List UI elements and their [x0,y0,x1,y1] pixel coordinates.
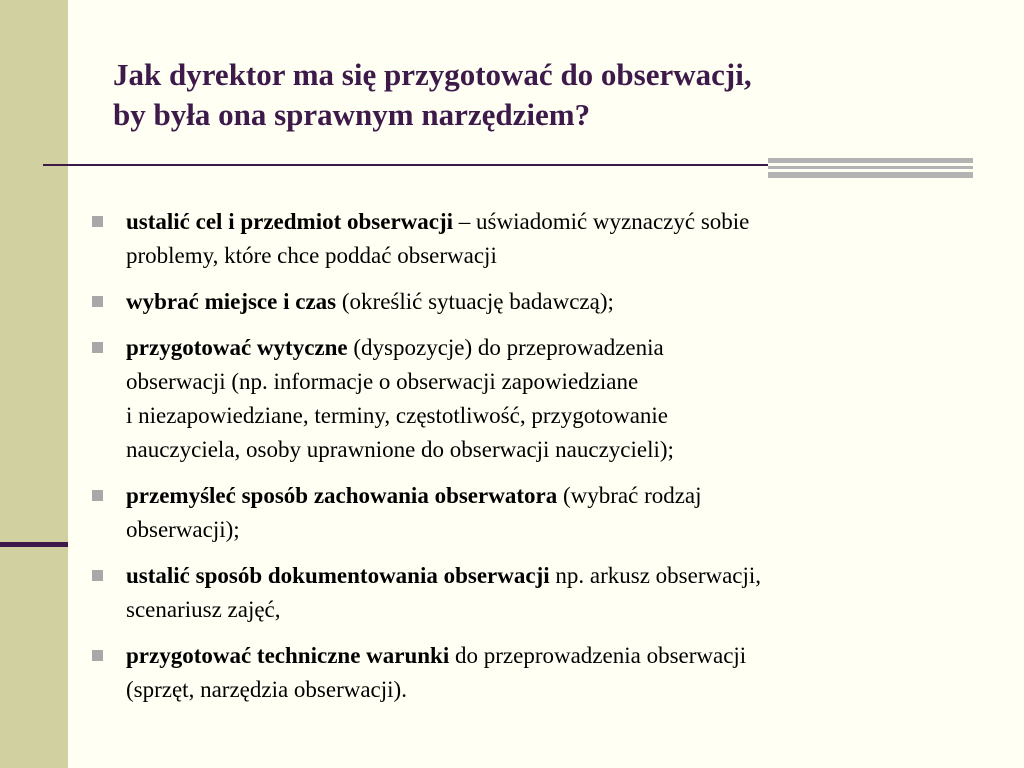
bullet-text: do przeprowadzenia obserwacji [449,643,747,668]
bullet-item [86,479,1006,547]
square-bullet-icon [92,490,103,501]
bullet-keyphrase: przygotować wytyczne [126,335,348,360]
deco-bar [768,172,973,178]
bullet-continuation-line: obserwacji (np. informacje o obserwacji zapowiedziane [126,369,639,394]
bullet-text: np. arkusz obserwacji, [549,563,762,588]
bullet-keyphrase: ustalić cel i przedmiot obserwacji [126,209,454,234]
title-divider [43,164,768,166]
bullet-keyphrase: przemyśleć sposób zachowania obserwatora [126,483,558,508]
bullet-item [86,205,1006,273]
bullet-keyphrase: ustalić sposób dokumentowania obserwacji [126,563,550,588]
deco-bar [768,158,973,163]
bullet-text: (dyspozycje) do przeprowadzenia [347,335,664,360]
bullet-item [86,559,1006,627]
slide-title [113,55,993,135]
bullet-continuation-line: (sprzęt, narzędzia obserwacji). [126,677,407,702]
bullet-first-line [126,331,1006,365]
bullet-first-line [126,639,1006,673]
square-bullet-icon [92,570,103,581]
square-bullet-icon [92,216,103,227]
bullet-text: – uświadomić wyznaczyć sobie [453,209,750,234]
bullet-first-line [126,479,1006,513]
bullet-text: (określić sytuację badawczą); [336,289,614,314]
bullet-list [86,205,1006,719]
bullet-item [86,331,1006,467]
decorative-bars [768,158,973,180]
square-bullet-icon [92,342,103,353]
bullet-continuation-line: nauczyciela, osoby uprawnione do obserwacji nauczycieli); [126,437,674,462]
bullet-continuation-line: i niezapowiedziane, terminy, częstotliwość, przygotowanie [126,403,669,428]
title-line-2: by była ona sprawnym narzędziem? [113,97,591,132]
title-line-1: Jak dyrektor ma się przygotować do obserwacji, [113,57,752,92]
square-bullet-icon [92,650,103,661]
bullet-continuation-line: problemy, które chce poddać obserwacji [126,243,497,268]
bullet-item [86,639,1006,707]
bullet-first-line [126,559,1006,593]
bullet-first-line [126,205,1006,239]
bullet-item [86,285,1006,319]
bullet-continuation-line: obserwacji); [126,517,240,542]
sidebar-accent-line [0,542,68,547]
bullet-keyphrase: przygotować techniczne warunki [126,643,450,668]
deco-bar [768,166,973,169]
bullet-keyphrase: wybrać miejsce i czas [126,289,337,314]
bullet-continuation-line: scenariusz zajęć, [126,597,281,622]
bullet-first-line [126,285,1006,319]
square-bullet-icon [92,296,103,307]
bullet-text: (wybrać rodzaj [557,483,702,508]
left-sidebar-band [0,0,68,768]
